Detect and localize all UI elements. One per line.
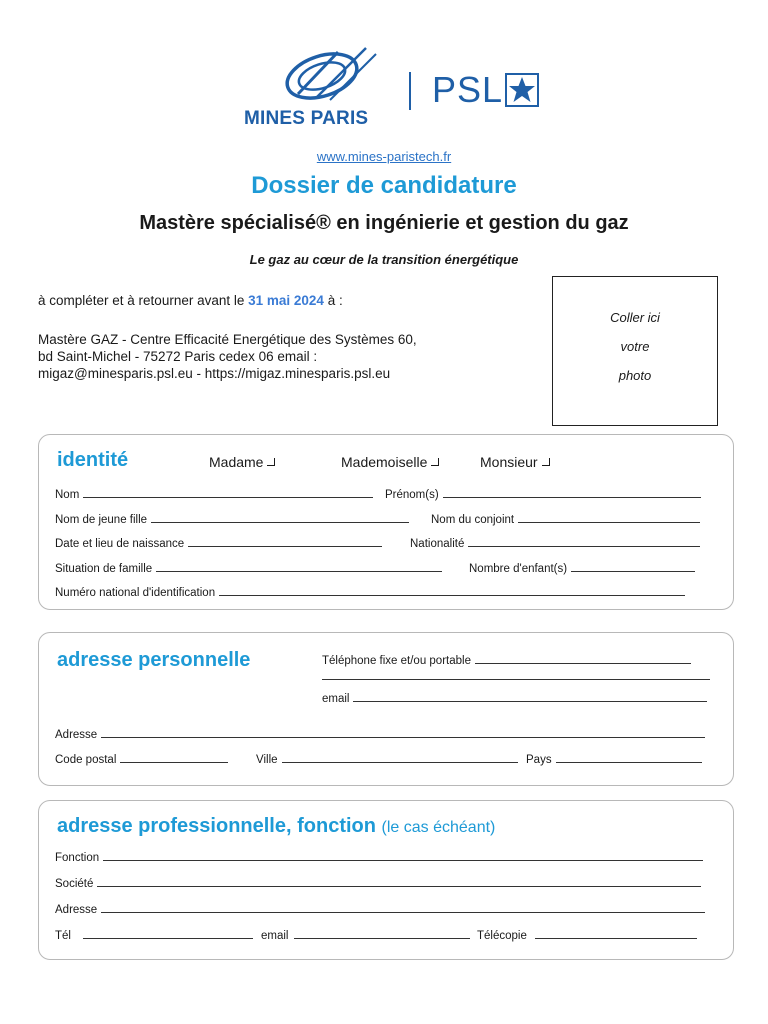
checkbox-icon <box>431 458 439 466</box>
field-label: Télécopie <box>477 930 527 942</box>
deadline-prefix: à compléter et à retourner avant le <box>38 293 249 308</box>
field-label: Ville <box>256 754 278 766</box>
identite-section <box>38 434 734 610</box>
situation-famille-field[interactable] <box>55 563 442 575</box>
field-label: Adresse <box>55 729 98 741</box>
numero-national-field[interactable] <box>55 587 685 599</box>
nationalite-field[interactable] <box>410 538 700 550</box>
nom-jeune-fille-field[interactable] <box>55 514 409 526</box>
email-field[interactable] <box>322 693 707 705</box>
section-title-note: (le cas échéant) <box>381 819 496 836</box>
telephone-field[interactable] <box>322 655 691 667</box>
deadline-date: 31 mai 2024 <box>248 293 324 308</box>
field-label: Nom de jeune fille <box>55 514 148 526</box>
photo-box[interactable] <box>552 276 718 426</box>
field-label: email <box>261 930 289 942</box>
field-label: email <box>322 693 350 705</box>
adresse-professionnelle-section <box>38 800 734 960</box>
fonction-field[interactable] <box>55 852 703 864</box>
adresse-field[interactable] <box>55 729 705 741</box>
pays-field[interactable] <box>526 754 702 766</box>
field-label: Adresse <box>55 904 98 916</box>
document-title: Dossier de candidature <box>251 172 517 199</box>
telephone-line-2[interactable] <box>322 679 710 683</box>
address-line: bd Saint-Michel - 75272 Paris cedex 06 email : <box>38 349 318 364</box>
tagline: Le gaz au cœur de la transition énergétique <box>249 252 519 267</box>
address-line: Mastère GAZ - Centre Efficacité Energétique des Systèmes 60, <box>38 332 417 347</box>
ville-field[interactable] <box>256 754 518 766</box>
prenom-field[interactable] <box>385 489 701 501</box>
societe-field[interactable] <box>55 878 701 890</box>
nom-conjoint-field[interactable] <box>431 514 700 526</box>
nom-field[interactable] <box>55 489 373 501</box>
checkbox-mademoiselle[interactable] <box>341 454 439 470</box>
field-label: Tél <box>55 930 71 942</box>
field-label: Téléphone fixe et/ou portable <box>322 655 471 667</box>
field-label: Nom du conjoint <box>431 514 515 526</box>
photo-label: Coller ici <box>610 310 660 325</box>
photo-label: photo <box>618 368 652 383</box>
address-line: migaz@minesparis.psl.eu - https://migaz.minesparis.psl.eu <box>38 366 391 381</box>
psl-star-icon <box>505 73 539 107</box>
mines-swirl-icon <box>278 44 378 104</box>
logo-divider <box>409 72 411 110</box>
checkbox-label: Monsieur <box>480 454 538 470</box>
photo-label: votre <box>620 339 650 354</box>
nombre-enfants-field[interactable] <box>469 563 695 575</box>
checkbox-icon <box>267 458 275 466</box>
mines-paris-logo <box>244 44 394 130</box>
checkbox-icon <box>542 458 550 466</box>
adresse-personnelle-section <box>38 632 734 786</box>
adresse-pro-field[interactable] <box>55 904 705 916</box>
section-title: adresse personnelle <box>57 649 251 671</box>
section-title <box>57 815 495 838</box>
tel-field[interactable] <box>55 930 253 942</box>
field-label: Nationalité <box>410 538 465 550</box>
checkbox-monsieur[interactable] <box>480 454 550 470</box>
checkbox-madame[interactable] <box>209 454 275 470</box>
document-subtitle: Mastère spécialisé® en ingénierie et gestion du gaz <box>139 212 629 234</box>
deadline-text <box>38 293 343 308</box>
field-label: Prénom(s) <box>385 489 439 501</box>
section-title-text: adresse professionnelle, fonction <box>57 815 376 837</box>
section-title: identité <box>57 449 129 471</box>
psl-logo-text: PSL <box>432 69 504 110</box>
psl-logo <box>432 70 539 110</box>
code-postal-field[interactable] <box>55 754 228 766</box>
field-label: Numéro national d'identification <box>55 587 216 599</box>
field-label: Date et lieu de naissance <box>55 538 185 550</box>
field-label: Pays <box>526 754 552 766</box>
checkbox-label: Madame <box>209 454 264 470</box>
field-label: Société <box>55 878 94 890</box>
postal-address <box>38 331 468 382</box>
field-label: Fonction <box>55 852 100 864</box>
field-label: Code postal <box>55 754 117 766</box>
website-link[interactable]: www.mines-paristech.fr <box>316 149 452 164</box>
date-lieu-naissance-field[interactable] <box>55 538 382 550</box>
field-label: Situation de famille <box>55 563 153 575</box>
deadline-suffix: à : <box>323 293 343 308</box>
field-label: Nom <box>55 489 80 501</box>
email-pro-field[interactable] <box>261 930 470 942</box>
telecopie-field[interactable] <box>477 930 697 942</box>
field-label: Nombre d'enfant(s) <box>469 563 568 575</box>
checkbox-label: Mademoiselle <box>341 454 428 470</box>
mines-logo-text: MINES PARIS <box>244 108 369 129</box>
